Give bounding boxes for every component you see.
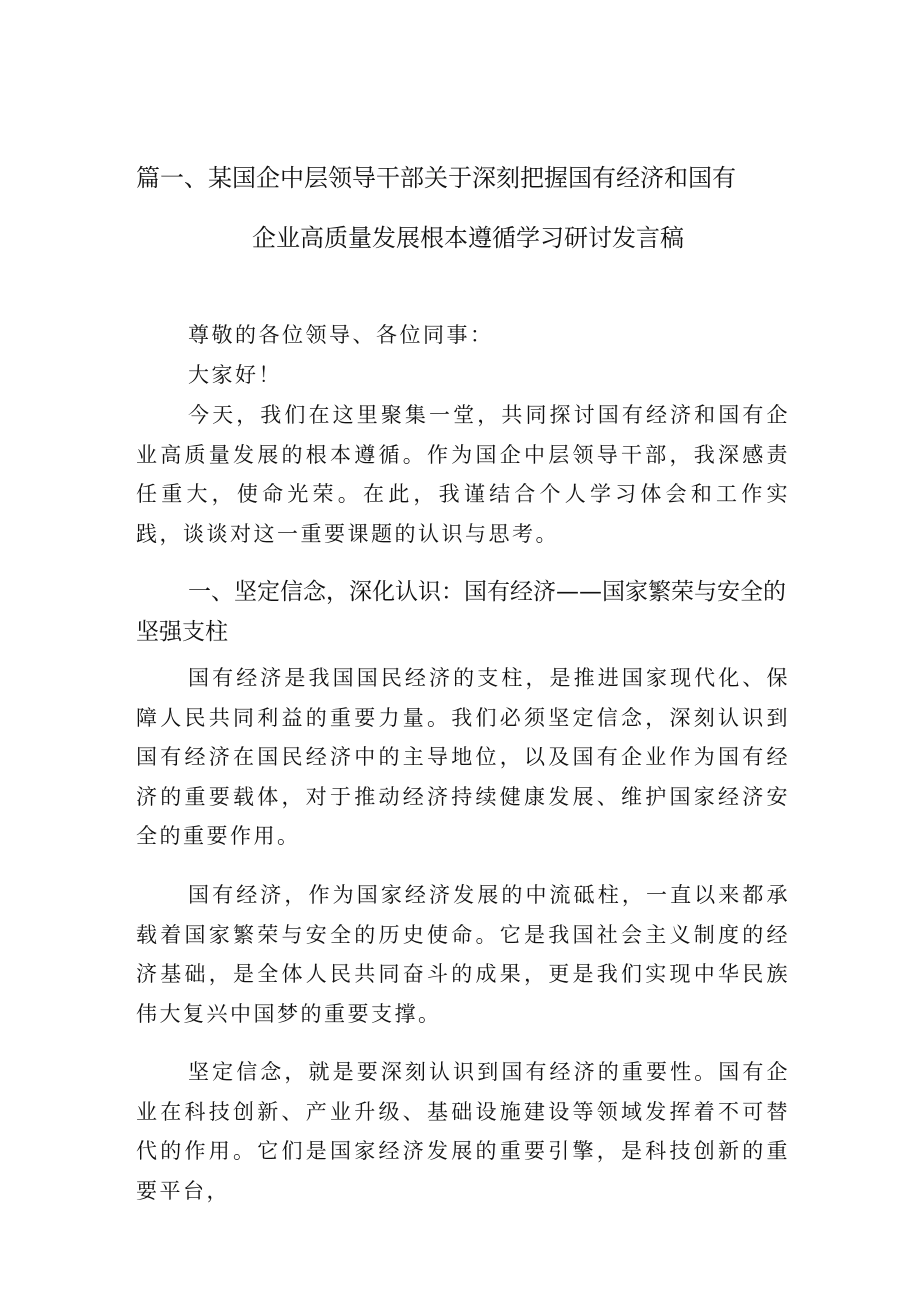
hello-text: 大家好！	[188, 363, 282, 387]
section-heading: 一、坚定信念，深化认识：国有经济——国家繁荣与安全的坚强支柱	[136, 579, 786, 645]
body-paragraph: 坚定信念，就是要深刻认识到国有经济的重要性。国有企业在科技创新、产业升级、基础设施建设等领域发挥着不可替代的作用。它们是国家经济发展的重要引擎，是科技创新的重要平台，	[136, 1060, 790, 1203]
greeting-text: 尊敬的各位领导、各位同事：	[188, 323, 494, 347]
document-title-line-2: 企业高质量发展根本遵循学习研讨发言稿	[252, 224, 684, 252]
intro-paragraph: 今天，我们在这里聚集一堂，共同探讨国有经济和国有企业高质量发展的根本遵循。作为国企中层领导干部，我深感责任重大，使命光荣。在此，我谨结合个人学习体会和工作实践，谈谈对这一重要课题的认识与思考。	[136, 403, 790, 546]
body-paragraph: 国有经济，作为国家经济发展的中流砥柱，一直以来都承载着国家繁荣与安全的历史使命。它是我国社会主义制度的经济基础，是全体人民共同奋斗的成果，更是我们实现中华民族伟大复兴中国梦的重要支撑。	[136, 883, 790, 1026]
document-title-line-1: 篇一、某国企中层领导干部关于深刻把握国有经济和国有	[136, 164, 736, 192]
body-paragraph: 国有经济是我国国民经济的支柱，是推进国家现代化、保障人民共同利益的重要力量。我们必须坚定信念，深刻认识到国有经济在国民经济中的主导地位，以及国有企业作为国有经济的重要载体，对于推动经济持续健康发展、维护国家经济安全的重要作用。	[136, 666, 790, 848]
